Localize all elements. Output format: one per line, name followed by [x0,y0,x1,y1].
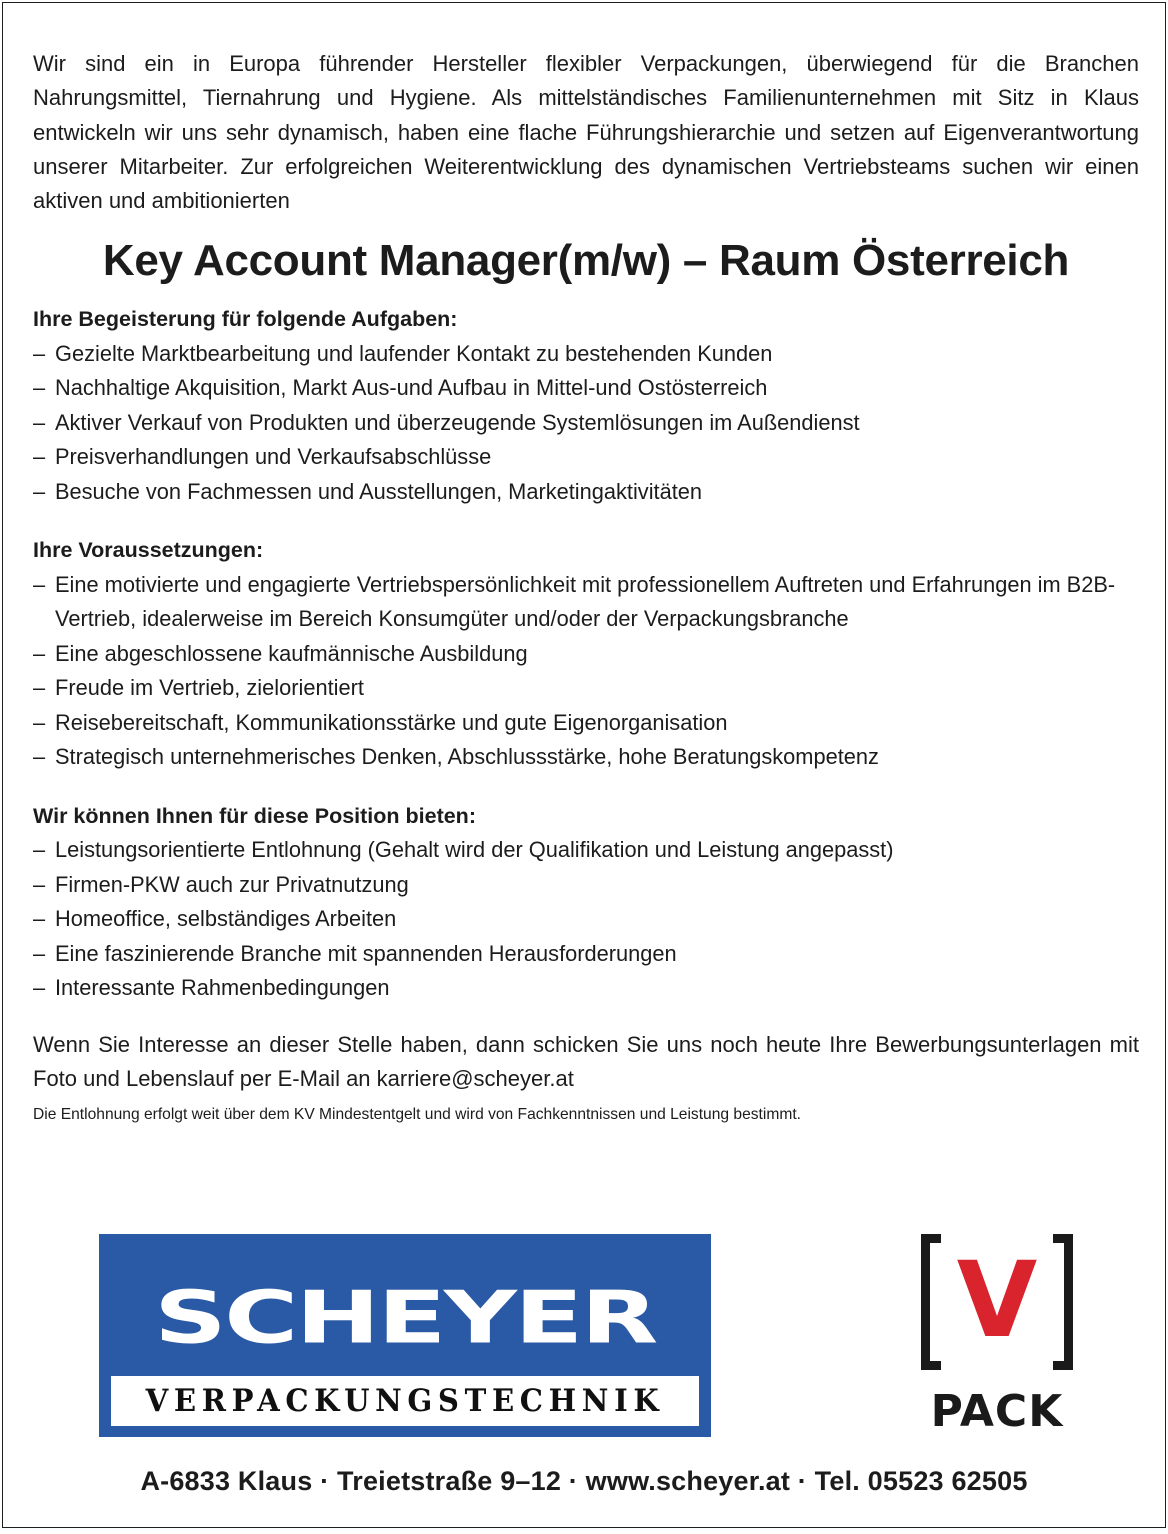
job-title: Key Account Manager(m/w) – Raum Österreich [102,236,1070,286]
list-item [33,475,1139,510]
list-item-text: Preisverhandlungen und Verkaufsabschlüsse [55,444,492,470]
bullet-dash: – [33,571,46,597]
list-item-text: Aktiver Verkauf von Produkten und überzeugende Systemlösungen im Außendienst [55,409,860,435]
bullet-dash: – [33,837,46,863]
list-item-text: Freude im Vertrieb, zielorientiert [55,675,364,701]
bullet-dash: – [33,675,46,701]
bullet-dash: – [33,940,46,966]
list-item-text: Leistungsorientierte Entlohnung (Gehalt wird der Qualifikation und Leistung angepasst) [55,837,894,863]
tasks-list [33,337,1139,510]
bullet-dash: – [33,906,46,932]
requirements-section [33,533,1139,775]
list-item-text: Strategisch unternehmerisches Denken, Abschlussstärke, hohe Beratungskompetenz [55,744,879,770]
bullet-dash: – [33,340,46,366]
list-item [33,833,1139,868]
list-item [33,371,1139,406]
bullet-dash: – [33,444,46,470]
bullet-dash: – [33,478,46,504]
vpack-left-bracket [921,1234,941,1370]
tasks-heading: Ihre Begeisterung für folgende Aufgaben: [33,307,458,332]
ad-content [33,47,1139,1127]
scheyer-logo [99,1234,711,1437]
contact-footer: A-6833 Klaus · Treietstraße 9–12 · www.scheyer.at · Tel. 05523 62505 [140,1466,1028,1496]
list-item-text: Firmen-PKW auch zur Privatnutzung [55,871,409,897]
list-item [33,971,1139,1006]
vpack-right-bracket [1053,1234,1073,1370]
list-item [33,902,1139,937]
intro-paragraph: Wir sind ein in Europa führender Hersteller flexibler Verpackungen, überwiegend für die Branchen Nahrungsmittel, Tiernahrung und Hygiene. Als mittelständisches Familienunternehmen mit Sitz in Klaus entwickeln wir uns sehr dynamisch, haben eine flache Führungshierarchie und setzen auf Eigenverantwortung unserer Mitarbeiter. Zur erfolgreichen Weiterentwicklung des dynamischen Vertriebsteams suchen wir einen aktiven und ambitionierten [33,51,1139,214]
bullet-dash: – [33,744,46,770]
list-item [33,740,1139,775]
list-item [33,706,1139,741]
salary-disclaimer: Die Entlohnung erfolgt weit über dem KV Mindestentgelt und wird von Fachkenntnissen und Leistung bestimmt. [33,1105,801,1123]
list-item-text: Gezielte Marktbearbeitung und laufender Kontakt zu bestehenden Kunden [55,340,773,366]
list-item-text: Homeoffice, selbständiges Arbeiten [55,906,397,932]
job-ad-page [2,2,1166,1528]
offer-heading: Wir können Ihnen für diese Position bieten: [33,803,476,828]
requirements-heading: Ihre Voraussetzungen: [33,538,264,563]
list-item-text: Nachhaltige Akquisition, Markt Aus-und Aufbau in Mittel-und Ostösterreich [55,375,768,401]
scheyer-logo-subtitle: VERPACKUNGSTECHNIK [145,1383,665,1419]
bullet-dash: – [33,709,46,735]
list-item-text: Besuche von Fachmessen und Ausstellungen, Marketingaktivitäten [55,478,703,504]
requirements-list [33,568,1139,775]
list-item [33,868,1139,903]
list-item [33,406,1139,441]
list-item [33,568,1139,637]
list-item-text: Interessante Rahmenbedingungen [55,975,390,1001]
bullet-dash: – [33,375,46,401]
bullet-dash: – [33,975,46,1001]
vpack-logo-word: PACK [930,1386,1064,1437]
offer-list [33,833,1139,1006]
list-item [33,671,1139,706]
bullet-dash: – [33,640,46,666]
list-item-text: Eine faszinierende Branche mit spannenden Herausforderungen [55,940,677,966]
bullet-dash: – [33,871,46,897]
closing-paragraph: Wenn Sie Interesse an dieser Stelle haben, dann schicken Sie uns noch heute Ihre Bewerbungsunterlagen mit Foto und Lebenslauf per E-Mail an karriere@scheyer.at [33,1031,1139,1092]
list-item [33,440,1139,475]
bullet-dash: – [33,409,46,435]
list-item [33,637,1139,672]
list-item-text: Eine abgeschlossene kaufmännische Ausbildung [55,640,528,666]
list-item [33,337,1139,372]
offer-section [33,799,1139,1006]
vpack-logo [917,1234,1077,1444]
list-item-text: Eine motivierte und engagierte Vertriebspersönlichkeit mit professionellem Auftreten und Erfahrungen im B2B-Vertrieb, idealerweise im Bereich Konsumgüter und/oder der Verpackungsbranche [55,571,1116,632]
tasks-section [33,302,1139,509]
vpack-logo-letter: V [956,1239,1038,1361]
list-item-text: Reisebereitschaft, Kommunikationsstärke und gute Eigenorganisation [55,709,728,735]
scheyer-logo-subtitle-box [111,1376,699,1426]
list-item [33,937,1139,972]
scheyer-logo-brand: SCHEYER [154,1275,656,1360]
